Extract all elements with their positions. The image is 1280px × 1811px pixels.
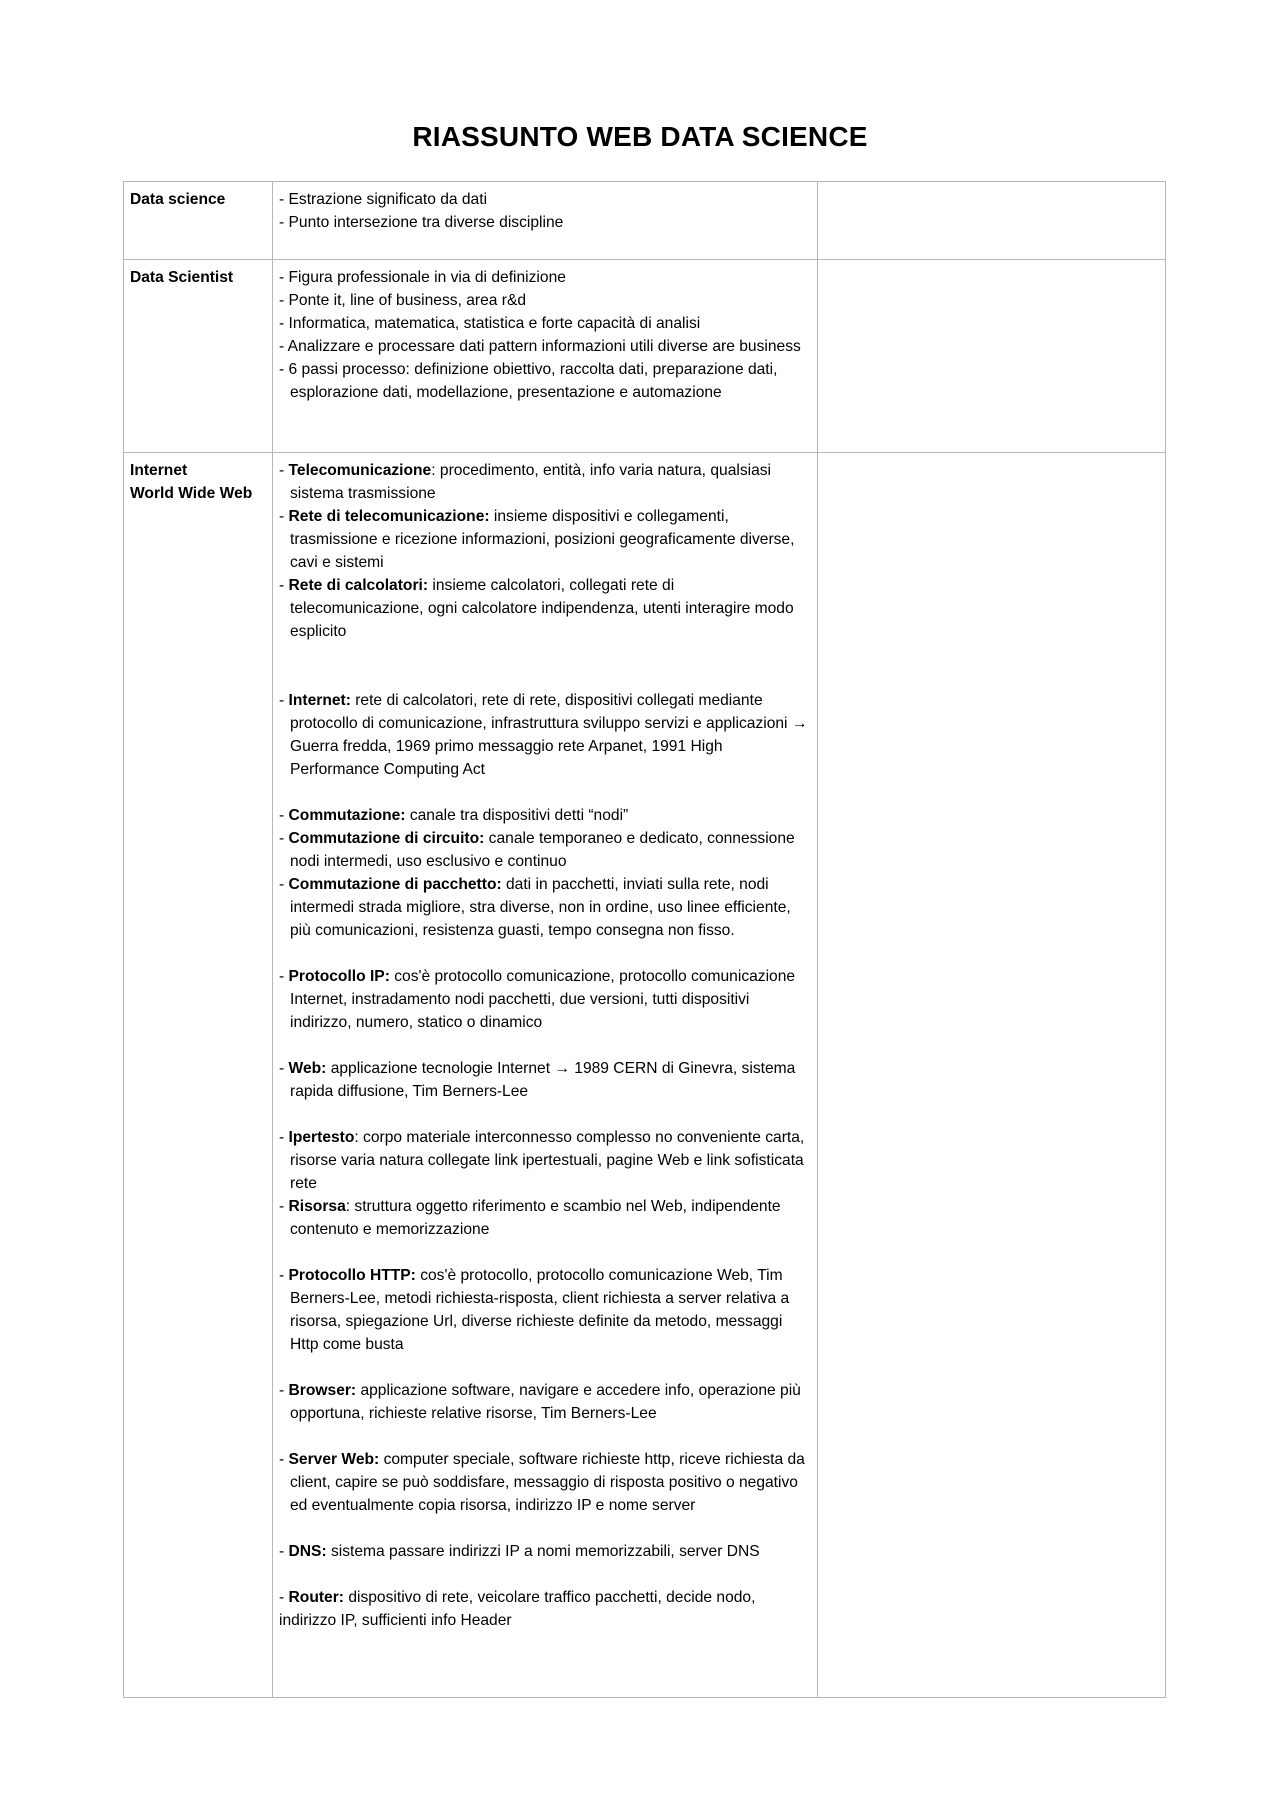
list-item: - Browser: applicazione software, navigare e accedere info, operazione più opportuna, richieste relative risorse, Tim Berners-Lee [279,1382,801,1422]
list-item: - Analizzare e processare dati pattern informazioni utili diverse are business [279,338,801,355]
row-content-cell [273,182,818,260]
page-title: RIASSUNTO WEB DATA SCIENCE [412,121,868,152]
row-label-cell [124,453,273,1698]
row-content-cell [273,260,818,453]
row-notes-cell [818,453,1166,1698]
list-item: - Ipertesto: corpo materiale interconnesso complesso no conveniente carta, risorse varia natura collegate link ipertestuali, pagine Web e link sofisticata rete [279,1129,805,1192]
list-item: - Protocollo IP: cos'è protocollo comunicazione, protocollo comunicazione Internet, instradamento nodi pacchetti, due versioni, tutti dispositivi indirizzo, numero, statico o dinamico [279,968,796,1031]
list-item: - Punto intersezione tra diverse discipline [279,214,564,231]
row-label-cell [124,260,273,453]
list-item: - Protocollo HTTP: cos'è protocollo, protocollo comunicazione Web, Tim Berners-Lee, metodi richiesta-risposta, client richiesta a server relativa a risorsa, spiegazione Url, diverse richieste definite da metodo, messaggi Http come busta [279,1267,790,1353]
table-row [124,453,1166,1698]
list-item: - Commutazione: canale tra dispositivi detti “nodi” [279,807,629,824]
row-label: Internet [130,462,188,479]
list-item: - Rete di calcolatori: insieme calcolatori, collegati rete di telecomunicazione, ogni calcolatore indipendenza, utenti interagire modo esplicito [279,577,794,640]
row-label: Data science [130,191,226,208]
list-item: - Commutazione di circuito: canale temporaneo e dedicato, connessione nodi intermedi, uso esclusivo e continuo [279,830,795,870]
list-item: - Rete di telecomunicazione: insieme dispositivi e collegamenti, trasmissione e ricezione informazioni, posizioni geograficamente diverse, cavi e sistemi [279,508,795,571]
list-item: - Estrazione significato da dati [279,191,488,208]
list-item: - Router: dispositivo di rete, veicolare traffico pacchetti, decide nodo, indirizzo IP, sufficienti info Header [279,1589,756,1629]
table-row [124,260,1166,453]
list-item: - 6 passi processo: definizione obiettivo, raccolta dati, preparazione dati, esplorazione dati, modellazione, presentazione e automazione [279,361,778,401]
row-label-cell [124,182,273,260]
list-item: - Figura professionale in via di definizione [279,269,566,286]
table-row [124,182,1166,260]
list-item: - Commutazione di pacchetto: dati in pacchetti, inviati sulla rete, nodi intermedi strada migliore, stra diverse, non in ordine, uso linee efficiente, più comunicazioni, resistenza guasti, tempo consegna non fisso. [279,876,791,939]
list-item: - Informatica, matematica, statistica e forte capacità di analisi [279,315,701,332]
row-content-cell [273,453,818,1698]
row-label: Data Scientist [130,269,234,286]
list-item: - Telecomunicazione: procedimento, entità, info varia natura, qualsiasi sistema trasmissione [279,462,772,502]
summary-table [123,181,1166,1698]
row-label: World Wide Web [130,485,253,502]
list-item: - Risorsa: struttura oggetto riferimento e scambio nel Web, indipendente contenuto e memorizzazione [279,1198,781,1238]
row-notes-cell [818,260,1166,453]
list-item: - Internet: rete di calcolatori, rete di rete, dispositivi collegati mediante protocollo di comunicazione, infrastruttura sviluppo servizi e applicazioni → Guerra fredda, 1969 primo messaggio rete Arpanet, 1991 High Performance Computing Act [279,692,808,778]
row-notes-cell [818,182,1166,260]
list-item: - Ponte it, line of business, area r&d [279,292,527,309]
list-item: - Server Web: computer speciale, software richieste http, riceve richiesta da client, capire se può soddisfare, messaggio di risposta positivo o negativo ed eventualmente copia risorsa, indirizzo IP e nome server [279,1451,805,1514]
list-item: - Web: applicazione tecnologie Internet → 1989 CERN di Ginevra, sistema rapida diffusione, Tim Berners-Lee [279,1060,796,1100]
list-item: - DNS: sistema passare indirizzi IP a nomi memorizzabili, server DNS [279,1543,760,1560]
